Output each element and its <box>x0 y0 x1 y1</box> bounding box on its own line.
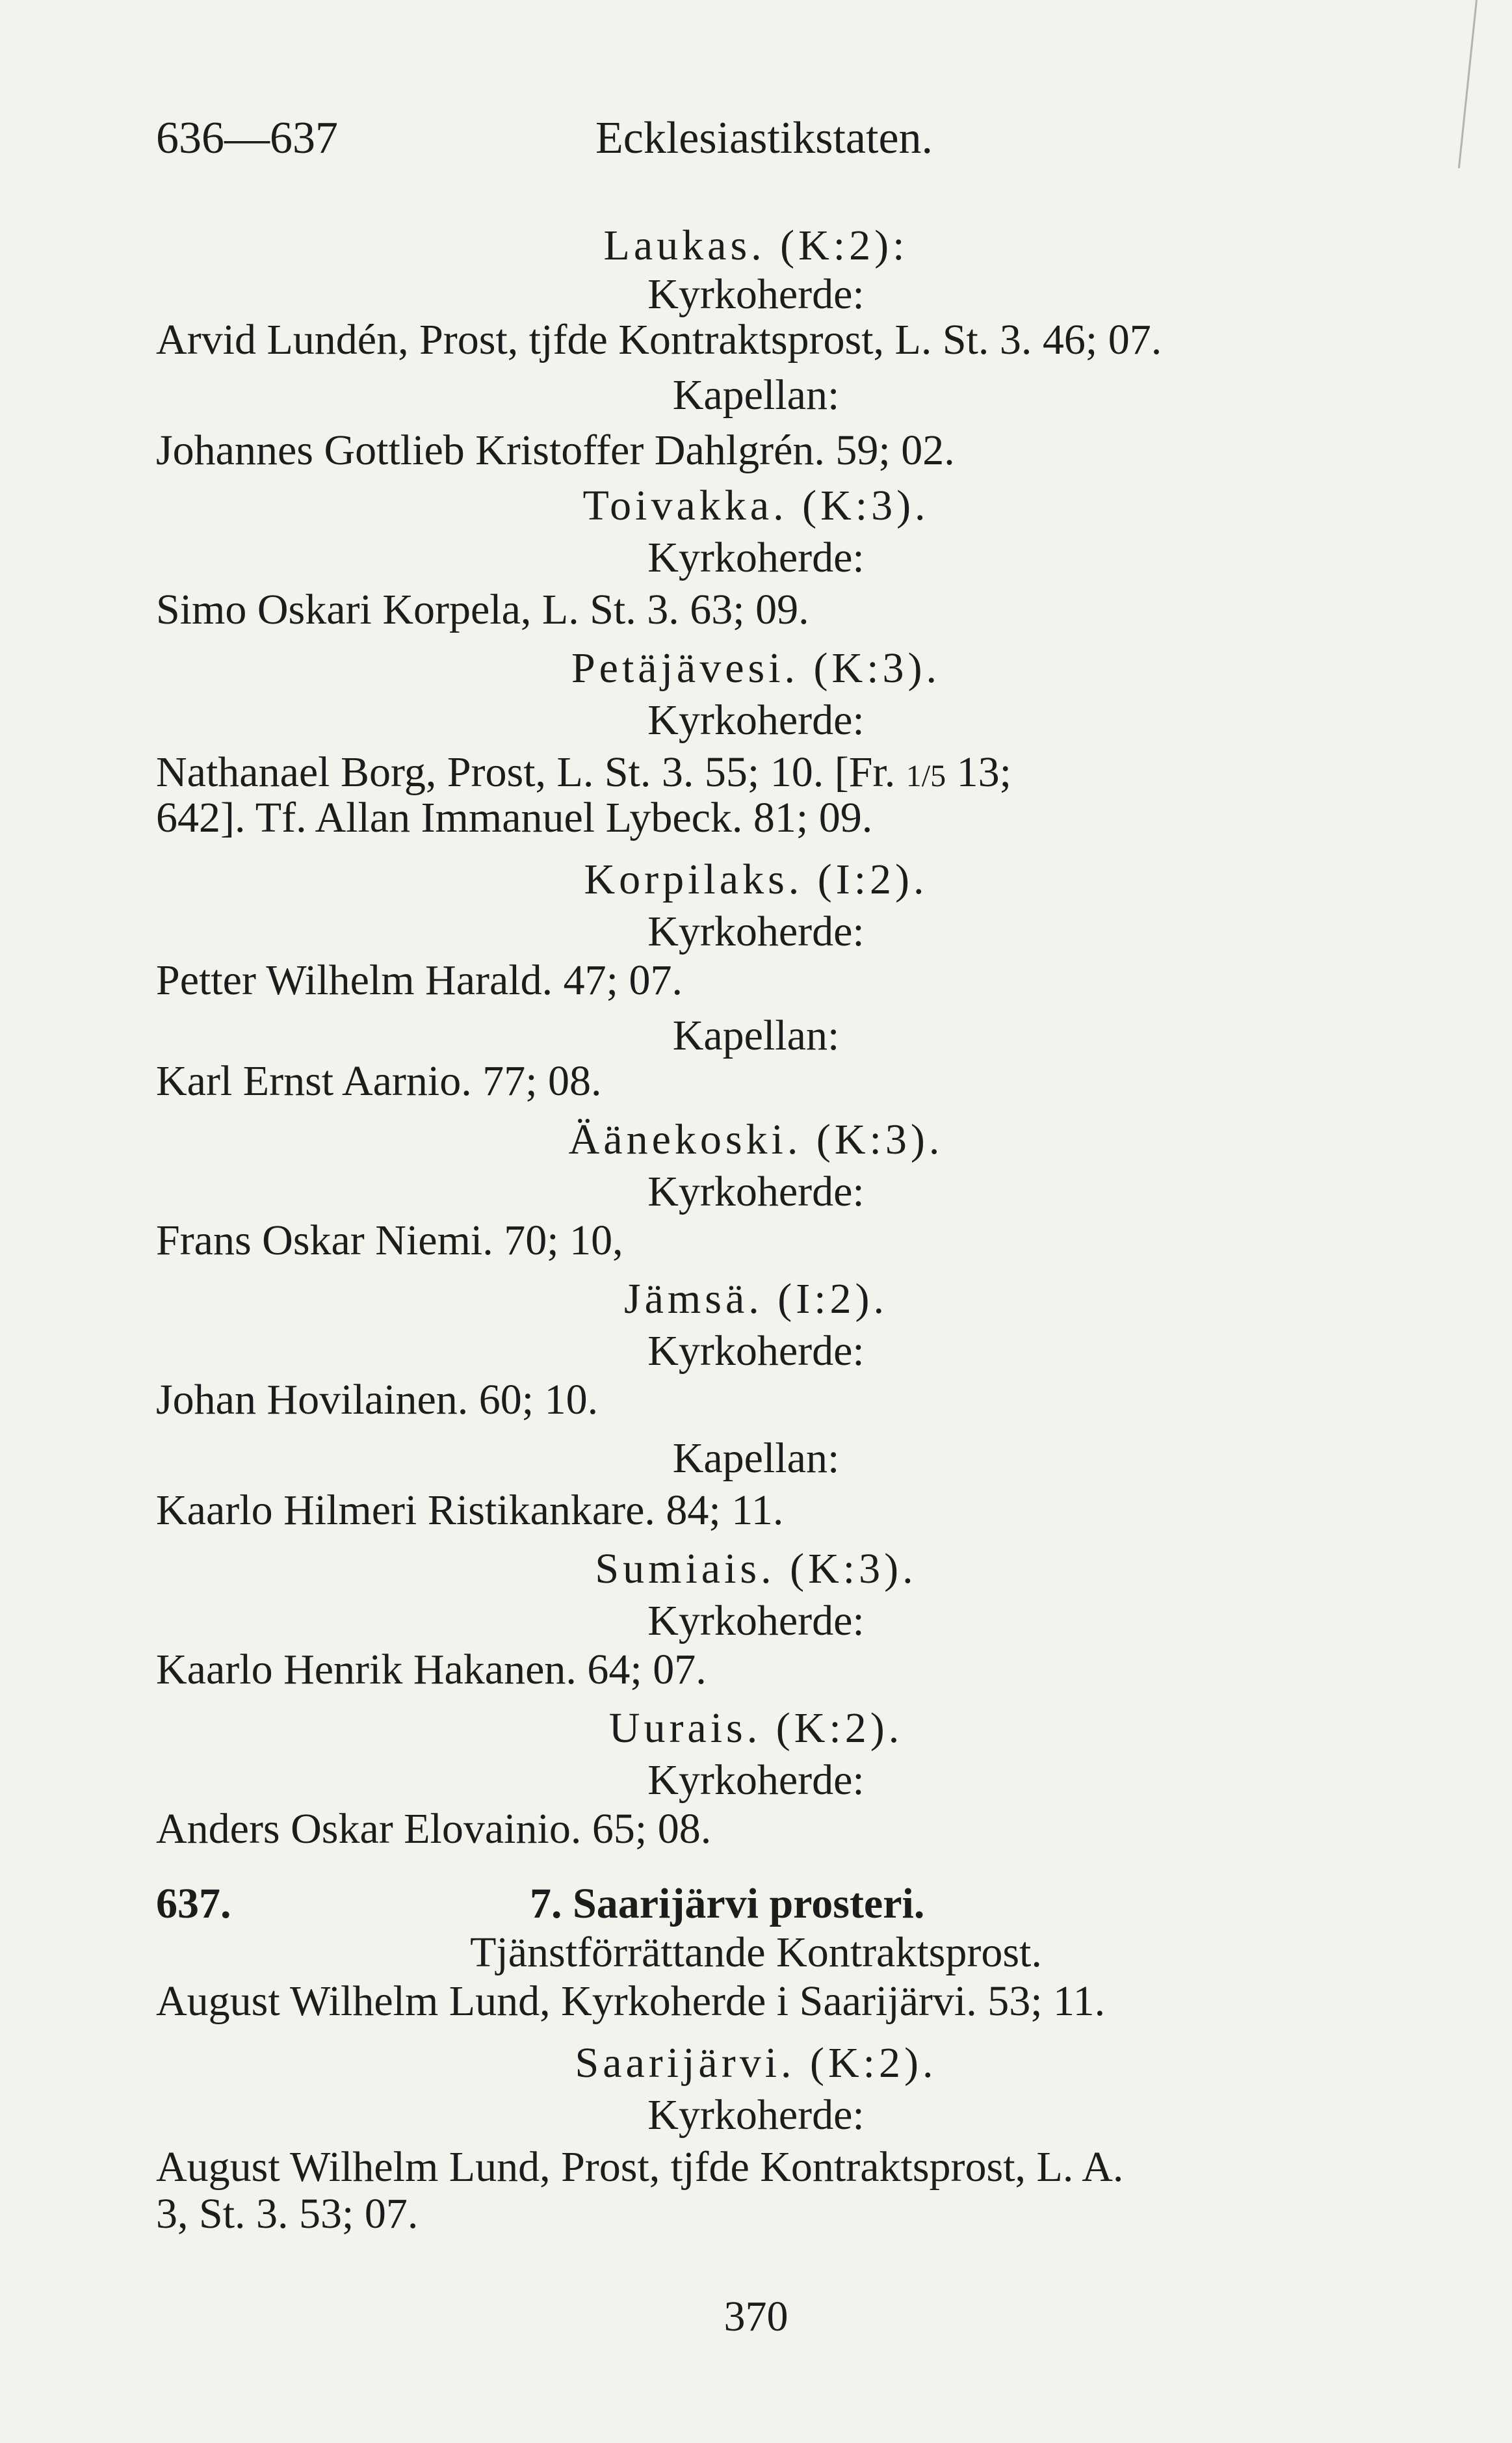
fraction: 1/5 <box>906 759 946 793</box>
role-heading: Kyrkoherde: <box>647 1597 865 1644</box>
clergy-entry: 642]. Tf. Allan Immanuel Lybeck. 81; 09. <box>156 794 873 841</box>
parish-heading: Toivakka. (K:3). <box>582 482 930 529</box>
role-heading: Kyrkoherde: <box>647 271 865 318</box>
clergy-entry: Anders Oskar Elovainio. 65; 08. <box>156 1805 712 1853</box>
clergy-entry <box>156 748 1011 796</box>
clergy-entry: Johannes Gottlieb Kristoffer Dahlgrén. 59; 02. <box>156 427 955 474</box>
role-heading: Kapellan: <box>672 1434 840 1482</box>
clergy-entry-text: 13; <box>956 748 1011 796</box>
clergy-entry: 3, St. 3. 53; 07. <box>156 2190 419 2238</box>
role-heading: Kyrkoherde: <box>647 1168 865 1215</box>
role-heading: Kapellan: <box>672 371 840 419</box>
role-heading: Kyrkoherde: <box>647 1327 865 1375</box>
role-heading: Tjänstförrättande Kontraktsprost. <box>470 1929 1042 1976</box>
parish-heading: Uurais. (K:2). <box>608 1704 904 1752</box>
running-title: Ecklesiastikstaten. <box>595 113 933 163</box>
role-heading: Kyrkoherde: <box>647 1756 865 1804</box>
clergy-entry: Kaarlo Hilmeri Ristikankare. 84; 11. <box>156 1486 784 1534</box>
page-range: 636—637 <box>156 113 338 163</box>
parish-heading: Sumiais. (K:3). <box>595 1545 917 1592</box>
parish-heading: Petäjävesi. (K:3). <box>571 644 941 692</box>
clergy-entry: Karl Ernst Aarnio. 77; 08. <box>156 1057 602 1105</box>
clergy-entry: Arvid Lundén, Prost, tjfde Kontraktsprost, L. St. 3. 46; 07. <box>156 316 1162 363</box>
clergy-entry: Kaarlo Henrik Hakanen. 64; 07. <box>156 1646 707 1693</box>
section-number: 637. <box>156 1880 231 1927</box>
role-heading: Kyrkoherde: <box>647 2091 865 2139</box>
section-title: 7. Saarijärvi prosteri. <box>530 1880 925 1927</box>
page-edge-mark <box>1458 0 1478 168</box>
parish-heading: Korpilaks. (I:2). <box>584 856 928 903</box>
parish-heading: Äänekoski. (K:3). <box>568 1116 944 1163</box>
role-heading: Kyrkoherde: <box>647 534 865 581</box>
clergy-entry: Frans Oskar Niemi. 70; 10, <box>156 1217 623 1264</box>
parish-heading: Saarijärvi. (K:2). <box>575 2039 937 2087</box>
role-heading: Kyrkoherde: <box>647 696 865 744</box>
role-heading: Kapellan: <box>672 1012 840 1059</box>
clergy-entry-text: Nathanael Borg, Prost, L. St. 3. 55; 10. [Fr. <box>156 748 896 796</box>
page-number: 370 <box>723 2293 789 2340</box>
clergy-entry: Johan Hovilainen. 60; 10. <box>156 1376 599 1423</box>
clergy-entry: August Wilhelm Lund, Prost, tjfde Kontraktsprost, L. A. <box>156 2143 1124 2191</box>
clergy-entry: August Wilhelm Lund, Kyrkoherde i Saarijärvi. 53; 11. <box>156 1977 1106 2025</box>
role-heading: Kyrkoherde: <box>647 908 865 955</box>
parish-heading: Laukas. (K:2): <box>603 222 909 269</box>
parish-heading: Jämsä. (I:2). <box>623 1275 889 1323</box>
clergy-entry: Simo Oskari Korpela, L. St. 3. 63; 09. <box>156 586 809 633</box>
clergy-entry: Petter Wilhelm Harald. 47; 07. <box>156 957 683 1004</box>
